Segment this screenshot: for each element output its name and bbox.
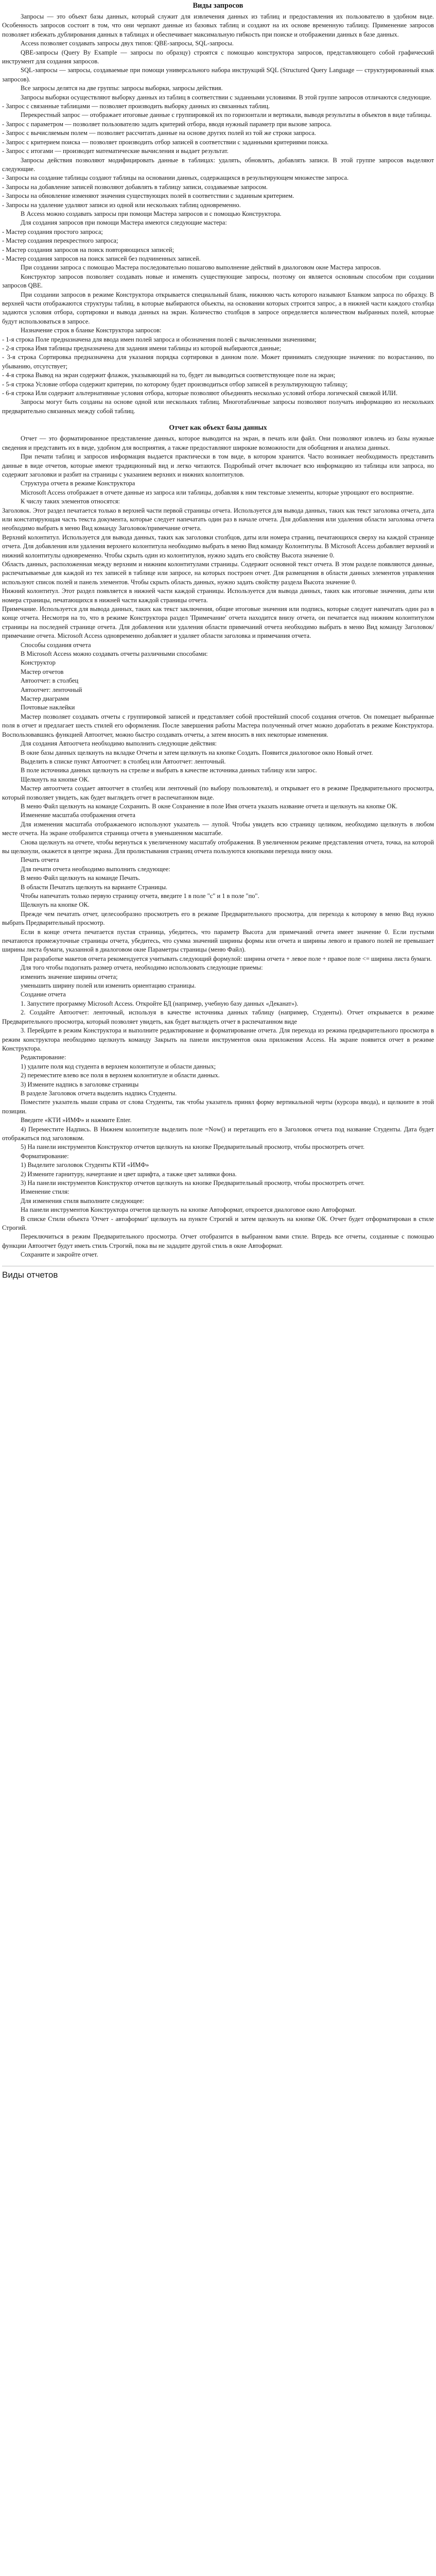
paragraph: Выделить в списке пункт Автоотчет: в столбец или Автоотчет: ленточный. xyxy=(21,757,226,765)
paragraph: 1) удалите поля код студента в верхнем колонтитуле и области данных; xyxy=(21,1062,216,1070)
paragraph: Сохраните и закройте отчет. xyxy=(21,1251,98,1259)
paragraph: В Access можно создавать запросы при помощи Мастера запросов и с помощью Конструктора. xyxy=(21,210,282,217)
paragraph: 3) На панели инструментов Конструктор отчетов щелкнуть на кнопке Предварительный просмотр, чтобы просмотреть отчет. xyxy=(21,1179,365,1187)
paragraph: 4) Переместите Надпись. В Нижнем колонтитуле выделить поле =Now() и перетащить его в Заголовок отчета под название Студенты. Дата будет отображаться под заголовком. xyxy=(2,1125,434,1142)
reports-section xyxy=(2,434,434,1259)
paragraph: изменить значение ширины отчета; xyxy=(21,973,118,980)
paragraph: Для печати отчета необходимо выполнить следующее: xyxy=(21,865,170,873)
paragraph: Мастер отчетов xyxy=(21,668,64,675)
paragraph: Структура отчета в режиме Конструктора xyxy=(21,480,135,487)
paragraph: Изменение масштаба отображения отчета xyxy=(21,811,135,819)
paragraph: Запросы действия позволяют модифицировать данные в таблицах: удалять, обновлять, добавлять записи. В этой группе запросов выделяют следующие. xyxy=(2,156,434,173)
paragraph: Автоотчет: ленточный xyxy=(21,686,82,693)
paragraph: 3) Измените надпись в заголовке страницы xyxy=(21,1080,139,1088)
paragraph: Форматирование: xyxy=(21,1152,69,1160)
paragraph: Конструктор запросов позволяет создавать новые и изменять существующие запросы, поэтому он является основным способом при создании запросов QBE. xyxy=(2,273,434,290)
paragraph: Мастер автоотчета создает автоотчет в столбец или ленточный (по выбору пользователя), и открывает его в режиме Предварительного просмотра, который позволяет увидеть, как будет выглядеть отчет в распечатанном виде. xyxy=(2,785,434,801)
paragraph: Если в конце отчета печатается пустая страница, убедитесь, что параметр Высота для примечаний отчета имеет значение 0. Если пустыми печатаются промежуточные страницы отчета, убедитесь, что сумма значений ширины формы или отчета и ширины левого и правого полей не превышает ширины листа бумаги, указанной в диалоговом окне Параметры страницы (меню Файл). xyxy=(2,928,434,954)
paragraph: Запросы — это объект базы данных, который служит для извлечения данных из таблиц и предоставления их пользователю в удобном виде. Особенность запросов состоит в том, что они черпают данные из базовых таблиц и создают на их основе временную таблицу. Применение запросов позволяет избежать дублирования данных в таблицах и обеспечивает максимальную гибкость при поиске и отображении данных в базе данных. xyxy=(2,13,434,38)
paragraph: - Мастер создания перекрестного запроса; xyxy=(2,237,118,245)
paragraph: - Мастер создания запросов на поиск записей без подчиненных записей. xyxy=(2,255,201,262)
paragraph: - Запросы на добавление записей позволяют добавлять в таблицу записи, создаваемые запросом. xyxy=(2,183,268,191)
paragraph: 5) На панели инструментов Конструктор отчетов щелкнуть на кнопке Предварительный просмотр, чтобы просмотреть отчет. xyxy=(21,1143,365,1151)
paragraph: В окне базы данных щелкнуть на вкладке Отчеты и затем щелкнуть на кнопке Создать. Появится диалоговое окно Новый отчет. xyxy=(21,749,373,756)
paragraph: При печати таблиц и запросов информация выдается практически в том виде, в котором хранится. Часто возникает необходимость представить данные в виде отчетов, которые имеют традиционный вид и легко читаются. Подробный отчет включает всю информацию из таблицы или запроса, но содержит заголовки и разбит на страницы с указанием верхних и нижних колонтитулов. xyxy=(2,453,434,478)
paragraph: SQL-запросы — запросы, создаваемые при помощи универсального набора инструкций SQL (Structured Query Language — структурированный язык запросов). xyxy=(2,66,434,83)
paragraph: Переключиться в режим Предварительного просмотра. Отчет отобразится в выбранном вами стиле. Впредь все отчеты, созданные с помощью функции Автоотчет будут иметь стиль Строгий, пока вы не зададите другой стиль в окне Автоформат. xyxy=(2,1233,434,1249)
paragraph: В разделе Заголовок отчета выделить надпись Студенты. xyxy=(21,1089,177,1097)
paragraph: Запросы могут быть созданы на основе одной или нескольких таблиц. Многотабличные запросы позволяют получать информацию из нескольких предварительно связанных между собой таблиц. xyxy=(2,398,434,415)
paragraph: - Запрос с вычисляемым полем — позволяет рассчитать данные на основе других полей из той же строки запроса. xyxy=(2,129,316,137)
paragraph: При разработке макетов отчета рекомендуется учитывать следующий формулой: ширина отчета + левое поле + правое поле <= ширина листа бумаги. xyxy=(21,955,432,962)
paragraph: Верхний колонтитул. Используется для вывода данных, таких как заголовки столбцов, даты или номера страниц, печатающихся сверху на каждой странице отчета. Для добавления или удаления верхнего колонтитула необходимо выбрать в меню Вид команду Колонтитулы. В Microsoft Access добавляет верхний и нижний колонтитулы одновременно. Чтобы скрыть один из колонтитулов, нужно задать его свойству Высота значение 0. xyxy=(2,533,434,559)
paragraph: Для изменения стиля выполните следующее: xyxy=(21,1197,144,1205)
paragraph: - Запрос с итогами — производит математические вычисления и выдает результат. xyxy=(2,147,229,155)
paragraph: Для того чтобы подогнать размер отчета, необходимо использовать следующие приемы: xyxy=(21,964,263,972)
paragraph: В списке Стили объекта 'Отчет - автоформат' щелкнуть на пункте Строгий и затем щелкнуть на кнопке ОК. Отчет будет отформатирован в стиле Строгий. xyxy=(2,1215,434,1232)
paragraph: Для создания запросов при помощи Мастера имеются следующие мастера: xyxy=(21,219,227,227)
paragraph: - Запросы на создание таблицы создают таблицы на основании данных, содержащихся в результирующем множестве запроса. xyxy=(2,174,349,182)
paragraph: - 3-я строка Сортировка предназначена для указания порядка сортировки в данном поле. Может принимать следующие значения: по возрастанию, по убыванию, отсутствует; xyxy=(2,353,434,370)
paragraph: QBE-запросы (Query By Example — запросы по образцу) строятся с помощью конструктора запросов, представляющего собой графический инструмент для создания запросов. xyxy=(2,48,434,65)
paragraph: - 2-я строка Имя таблицы предназначена для задания имени таблицы из которой выбираются данные; xyxy=(2,345,282,352)
paragraph: Назначение строк в бланке Конструктора запросов: xyxy=(21,327,162,334)
paragraph: - 1-я строка Поле предназначена для ввода имен полей запроса и обозначения полей с вычисленными значениями; xyxy=(2,335,317,343)
paragraph: Почтовые наклейки xyxy=(21,704,75,711)
paragraph: Печать отчета xyxy=(21,856,59,864)
document xyxy=(0,1,436,1284)
paragraph: 2. Создайте Автоотчет: ленточный, используя в качестве источника данных таблицу (например, Студенты). Отчет открывается в режиме Предварительного просмотра, который позволяет увидеть, как будет выглядеть отчет в распечатанном виде xyxy=(2,1009,434,1025)
paragraph: Запросы выборки осуществляют выборку данных из таблиц в соответствии с заданными условиями. В этой группе запросов отличаются следующие. xyxy=(21,93,432,101)
paragraph: Щелкнуть на кнопке ОК. xyxy=(21,901,90,909)
paragraph: Поместите указатель мыши справа от слова Студенты, так чтобы указатель принял форму вертикальной черты (курсора ввода), и щелкните в этой позиции. xyxy=(2,1098,434,1115)
paragraph: На панели инструментов Конструктора отчетов щелкнуть на кнопке Автоформат, откроется диалоговое окно Автоформат. xyxy=(21,1206,356,1214)
doc-title: Виды запросов xyxy=(193,2,243,10)
paragraph: Для изменения масштаба отображаемого используют указатель — лупой. Чтобы увидеть всю страницу целиком, необходимо щелкнуть в любом месте отчета. На экране отобразится страница отчета в уменьшенном масштабе. xyxy=(2,820,434,837)
paragraph: В Microsoft Access можно создавать отчеты различными способами: xyxy=(21,650,208,658)
paragraph: Все запросы делятся на две группы: запросы выборки, запросы действия. xyxy=(21,84,223,92)
paragraph: Прежде чем печатать отчет, целесообразно просмотреть его в режиме Предварительного просмотра, для перехода к которому в меню Вид нужно выбрать Предварительный просмотр. xyxy=(2,910,434,927)
paragraph: - Мастер создания запросов на поиск повторяющихся записей; xyxy=(2,246,175,253)
paragraph: Access позволяет создавать запросы двух типов: QBE-запросы, SQL-запросы. xyxy=(21,40,234,47)
paragraph: - 5-я строка Условие отбора содержит критерии, по которому будет производиться отбор записей в результирующую таблицу; xyxy=(2,380,348,388)
paragraph: Изменение стиля: xyxy=(21,1188,69,1196)
paragraph: Для создания Автоотчета необходимо выполнить следующие действия: xyxy=(21,740,217,748)
paragraph: 1. Запустите программу Microsoft Access. Откройте БД (например, учебную базу данных «Деканат»). xyxy=(21,999,299,1007)
paragraph: 3. Перейдите в режим Конструктора и выполните редактирование и форматирование отчета. Для перехода из режима предварительного просмотра в режим конструктора необходимо щелкнуть команду Закрыть на панели инструментов окна приложения Access. На экране появится отчет в режиме Конструктора. xyxy=(2,1027,434,1052)
paragraph: В меню Файл щелкнуть на команде Печать. xyxy=(21,874,141,882)
paragraph: Область данных, расположенная между верхним и нижним колонтитулами страницы. Содержит основной текст отчета. В этом разделе появляются данные, распечатываемые для каждой из тех записей в таблице или запросе, на которых построен отчет. Для размещения в области данных элементов управления используют список полей и панель элементов. Чтобы скрыть область данных, нужно задать свойству раздела Высота значение 0. xyxy=(2,560,434,586)
paragraph: Введите «КТИ »ИМФ» и нажмите Enter. xyxy=(21,1116,132,1124)
queries-section xyxy=(2,12,434,416)
paragraph: уменьшить ширину полей или изменить ориентацию страницы. xyxy=(21,982,196,990)
paragraph: Заголовок. Этот раздел печатается только в верхней части первой страницы отчета. Используется для вывода данных, таких как текст заголовка отчета, дата или констатирующая часть текста документа, которые следует напечатать один раз в начале отчета. Для добавления или удаления области заголовка отчета необходимо выбрать в меню Вид команду Заголовок/примечание отчета. xyxy=(2,506,434,532)
paragraph: Microsoft Access отображает в отчете данные из запроса или таблицы, добавляя к ним текстовые элементы, которые упрощают его восприятие. xyxy=(21,488,414,496)
paragraph: Редактирование: xyxy=(21,1054,66,1061)
paragraph: Отчет — это форматированное представление данных, которое выводится на экран, в печать или файл. Они позволяют извлечь из базы нужные сведения и представить их в виде, удобном для восприятия, а также предоставляют широкие возможности для обобщения и анализа данных. xyxy=(2,435,434,451)
paragraph: Мастер диаграмм xyxy=(21,695,69,703)
section-title-reports: Отчет как объект базы данных xyxy=(169,423,267,432)
paragraph: Нижний колонтитул. Этот раздел появляется в нижней части каждой страницы. Используется для вывода данных, таких как итоговые значения, даты или номера страницы, печатающихся в нижней части каждой страницы отчета. xyxy=(2,587,434,604)
paragraph: В меню Файл щелкнуть на команде Сохранить. В окне Сохранение в поле Имя отчета указать название отчета и щелкнуть на кнопке ОК. xyxy=(21,802,398,810)
paragraph: При создании запросов в режиме Конструктора открывается специальный бланк, нижнюю часть которого называют Бланком запроса по образцу. В верхней части отображаются структуры таблиц, в которые выбираются объекты, на основании которых строится запрос, а в нижней части каждого столбца задаются условия отбора, сортировки и вывода данных на экран. Количество столбцов в запросе определяется количеством выбранных полей, которые будут использоваться в запросе. xyxy=(2,291,434,325)
paragraph: 1) Выделите заголовок Студенты КТИ «ИМФ» xyxy=(21,1161,149,1169)
paragraph: - Мастер создания простого запроса; xyxy=(2,228,103,235)
paragraph: Создание отчета xyxy=(21,991,66,998)
paragraph: Снова щелкнуть на отчете, чтобы вернуться к увеличенному масштабу отображения. В увеличенном режиме представления отчета, точка, на которой вы щелкнули, окажется в центре экрана. Для пролистывания страниц отчета пользуются кнопками перехода внизу окна. xyxy=(2,838,434,855)
paragraph: В поле источника данных щелкнуть на стрелке и выбрать в качестве источника данных таблицу или запрос. xyxy=(21,767,317,774)
paragraph: Щелкнуть на кнопке ОК. xyxy=(21,775,90,783)
paragraph: Конструктор xyxy=(21,659,56,667)
paragraph: К числу таких элементов относятся: xyxy=(21,498,120,505)
paragraph: - Запрос с параметром — позволяет пользователю задать критерий отбора, вводя нужный параметр при вызове запроса. xyxy=(2,120,332,128)
paragraph: 2) Измените гарнитуру, начертание и цвет шрифта, а также цвет заливки фона. xyxy=(21,1170,237,1178)
paragraph: Примечание. Используется для вывода данных, таких как текст заключения, общие итоговые значения или подпись, которые следует напечатать один раз в конце отчета. Несмотря на то, что в режиме Конструктора раздел 'Примечание' отчета находится внизу отчета, он печатается над нижним колонтитулом страницы на последней странице отчета. Для добавления или удаления области примечаний отчета необходимо выбрать в меню Вид команду Заголовок/примечание отчета. Microsoft Access одновременно добавляет и удаляет области заголовка и примечания отчета. xyxy=(2,605,434,640)
paragraph: Способы создания отчета xyxy=(21,641,91,649)
paragraph: - 4-я строка Вывод на экран содержит флажок, указывающий на то, будет ли выводиться соответствующее поле на экран; xyxy=(2,371,336,379)
paragraph: - Запросы на удаление удаляют записи из одной или нескольких таблиц одновременно. xyxy=(2,201,241,209)
paragraph: Перекрестный запрос — отображает итоговые данные с группировкой их по горизонтали и вертикали, выводя результаты в объектов в виде таблицы. xyxy=(21,111,432,119)
paragraph: - 6-я строка Или содержит альтернативные условия отбора, которые позволяют объединять несколько условий отбора логической связкой ИЛИ. xyxy=(2,389,398,397)
paragraph: - Запросы на обновление изменяют значения существующих полей в соответствии с заданным критерием. xyxy=(2,192,294,200)
paragraph: Чтобы напечатать только первую страницу отчета, введите 1 в поле "с" и 1 в поле "по". xyxy=(21,892,259,900)
paragraph: В области Печатать щелкнуть на варианте Страницы. xyxy=(21,883,168,891)
paragraph: Мастер позволяет создавать отчеты с группировкой записей и представляет собой простейший способ создания отчетов. Он помещает выбранные поля в отчет и предлагает шесть стилей его оформления. После завершения работы Мастера полученный отчет можно доработать в режиме Конструктора. Воспользовавшись функцией Автоотчет, можно быстро создавать отчеты, а затем вносить в них некоторые изменения. xyxy=(2,713,434,738)
paragraph: Автоотчет: в столбец xyxy=(21,677,79,685)
next-section-title: Виды отчетов xyxy=(2,1269,58,1280)
paragraph: При создании запроса с помощью Мастера последовательно пошагово выполнение действий в диалоговом окне Мастера запросов. xyxy=(21,264,381,272)
paragraph: - Запрос с критерием поиска — позволяет производить отбор записей в соответствии с заданными критериями поиска. xyxy=(2,138,329,146)
paragraph: 2) переместите влево все поля в верхнем колонтитуле и области данных. xyxy=(21,1072,220,1079)
paragraph: - Запрос с связанные таблицами — позволяет производить выборку данных из связанных таблиц. xyxy=(2,103,270,110)
